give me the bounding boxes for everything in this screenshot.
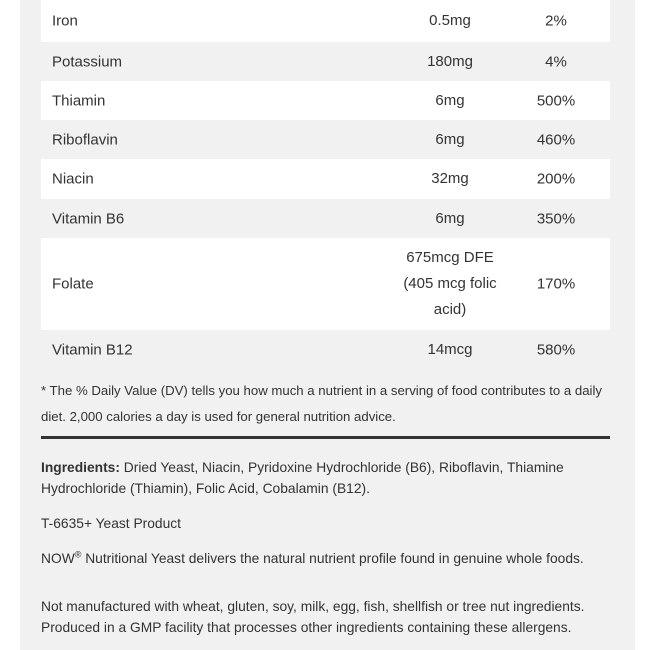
nutrient-amount: 6mg [435,130,465,148]
nutrient-row-riboflavin [41,120,610,159]
nutrient-amount-line: (405 mcg folic [403,275,497,292]
nutrient-daily-value: 460% [536,131,576,148]
nutrient-row-potassium [41,42,610,81]
nutrient-name: Thiamin [52,92,106,109]
nutrient-amount: 6mg [435,91,465,109]
nutrient-daily-value: 170% [536,275,576,293]
nutrient-daily-value: 500% [536,92,576,109]
description-text: Nutritional Yeast delivers the natural nutrient profile found in genuine whole foods. [81,551,584,566]
nutrient-name: Vitamin B6 [52,210,125,227]
nutrient-row-folate [41,238,610,330]
nutrient-name: Niacin [52,170,94,188]
section-divider [41,436,610,439]
nutrient-daily-value: 580% [536,341,576,359]
nutrient-name: Riboflavin [52,131,118,148]
nutrient-amount: 14mcg [427,341,473,358]
nutrient-row-vitamin-b12 [41,330,610,370]
nutrient-row-iron [41,0,610,42]
nutrient-amount: 180mg [427,52,473,70]
ingredients-label: Ingredients: [41,460,120,475]
nutrient-row-thiamin [41,81,610,120]
nutrient-name: Iron [52,12,78,30]
nutrient-amount-line: 675mcg DFE [406,249,494,266]
product-code: T-6635+ Yeast Product [41,516,181,531]
nutrient-amount [388,245,512,323]
nutrient-table [41,0,610,370]
ingredients-text [41,457,616,499]
nutrient-name: Potassium [52,53,123,70]
nutrient-daily-value: 2% [545,12,567,30]
nutrient-amount: 0.5mg [429,12,471,29]
nutrient-daily-value: 4% [545,53,567,70]
nutrient-row-niacin [41,159,610,199]
nutrient-row-vitamin-b6 [41,199,610,238]
nutrient-daily-value: 350% [536,210,576,227]
nutrient-daily-value: 200% [536,170,576,188]
nutrient-amount-line: acid) [433,301,467,318]
product-description [41,548,616,569]
daily-value-footnote: * The % Daily Value (DV) tells you how much a nutrient in a serving of food contributes to a daily diet. 2,000 calories a day is used for general nutrition advice. [41,383,602,424]
registered-mark: ® [74,549,82,560]
allergen-statement: Not manufactured with wheat, gluten, soy, milk, egg, fish, shellfish or tree nut ingredients. Produced in a GMP facility that processes other ingredients containing these allergens. [41,599,585,635]
ingredients-list: Dried Yeast, Niacin, Pyridoxine Hydrochloride (B6), Riboflavin, Thiamine Hydrochloride (Thiamin), Folic Acid, Cobalamin (B12). [41,460,564,496]
nutrient-name: Folate [52,275,94,293]
brand-name: NOW [41,551,75,566]
nutrient-amount: 32mg [431,170,469,187]
nutrient-name: Vitamin B12 [52,341,133,359]
nutrient-amount: 6mg [435,209,465,227]
